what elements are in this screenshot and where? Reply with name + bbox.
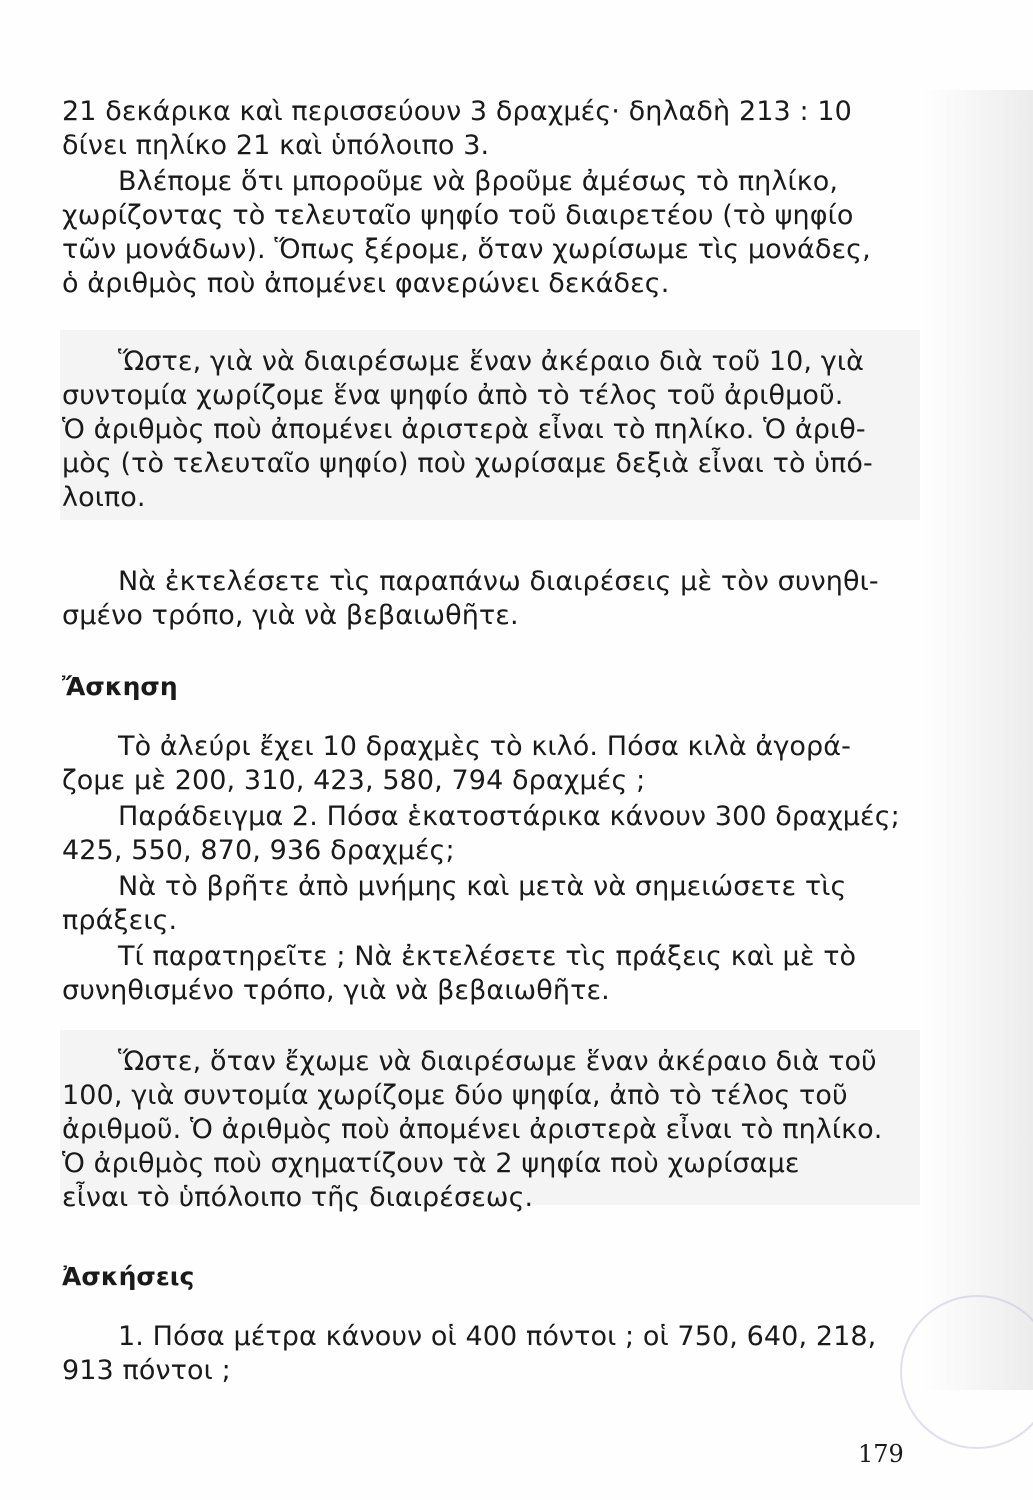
text-line: Ὁ ἀριθμὸς ποὺ ἀπομένει ἀριστερὰ εἶναι τὸ πηλίκο. Ὁ ἀριθ-	[62, 414, 866, 445]
text-line: συντομία χωρίζομε ἕνα ψηφίο ἀπὸ τὸ τέλος τοῦ ἀριθμοῦ.	[62, 380, 844, 411]
page-number: 179	[858, 1440, 904, 1468]
paragraph-1	[62, 95, 912, 163]
text-line: ὁ ἀριθμὸς ποὺ ἀπομένει φανερώνει δεκάδες.	[62, 268, 670, 299]
text-line: Τὸ ἀλεύρι ἔχει 10 δραχμὲς τὸ κιλό. Πόσα κιλὰ ἀγορά-	[118, 731, 852, 762]
text-line: Βλέπομε ὅτι μποροῦμε νὰ βροῦμε ἀμέσως τὸ πηλίκο,	[118, 166, 839, 197]
paragraph-example-2	[62, 800, 912, 868]
text-line: Νὰ ἐκτελέσετε τὶς παραπάνω διαιρέσεις μὲ τὸν συνηθι-	[118, 566, 879, 597]
text-line: λοιπο.	[62, 482, 146, 513]
paragraph-7	[62, 870, 912, 938]
paragraph-2	[62, 165, 912, 301]
paragraph-4	[62, 565, 912, 633]
text-line: σμένο τρόπο, γιὰ νὰ βεβαιωθῆτε.	[62, 600, 519, 631]
text-line: 21 δεκάρικα καὶ περισσεύουν 3 δραχμές· δηλαδὴ 213 : 10	[62, 96, 852, 127]
text-line: Τί παρατηρεῖτε ; Νὰ ἐκτελέσετε τὶς πράξεις καὶ μὲ τὸ	[118, 941, 857, 972]
text-line: 913 πόντοι ;	[62, 1355, 231, 1386]
text-line: Ὥστε, ὅταν ἔχωμε νὰ διαιρέσωμε ἕναν ἀκέραιο διὰ τοῦ	[118, 1046, 877, 1077]
text-line: 100, γιὰ συντομία χωρίζομε δύο ψηφία, ἀπὸ τὸ τέλος τοῦ	[62, 1080, 848, 1111]
text-line: 425, 550, 870, 936 δραχμές;	[62, 835, 455, 866]
text-line: χωρίζοντας τὸ τελευταῖο ψηφίο τοῦ διαιρετέου (τὸ ψηφίο	[62, 200, 854, 231]
text-line: ζομε μὲ 200, 310, 423, 580, 794 δραχμές ;	[62, 765, 646, 796]
text-line: πράξεις.	[62, 905, 178, 936]
text-line: Ὁ ἀριθμὸς ποὺ σχηματίζουν τὰ 2 ψηφία ποὺ χωρίσαμε	[62, 1148, 800, 1179]
text-line: 1. Πόσα μέτρα κάνουν οἱ 400 πόντοι ; οἱ 750, 640, 218,	[118, 1321, 877, 1352]
text-line: τῶν μονάδων). Ὅπως ξέρομε, ὅταν χωρίσωμε τὶς μονάδες,	[62, 234, 871, 265]
text-line: ἀριθμοῦ. Ὁ ἀριθμὸς ποὺ ἀπομένει ἀριστερὰ εἶναι τὸ πηλίκο.	[62, 1114, 883, 1145]
paragraph-rule-100	[62, 1045, 912, 1215]
text-line: μὸς (τὸ τελευταῖο ψηφίο) ποὺ χωρίσαμε δεξιὰ εἶναι τὸ ὑπό-	[62, 448, 873, 479]
text-line: Ὥστε, γιὰ νὰ διαιρέσωμε ἕναν ἀκέραιο διὰ τοῦ 10, γιὰ	[118, 346, 864, 377]
paragraph-rule-10	[62, 345, 912, 515]
text-line: Παράδειγμα 2. Πόσα ἑκατοστάρικα κάνουν 300 δραχμές;	[118, 801, 900, 832]
text-line: εἶναι τὸ ὑπόλοιπο τῆς διαιρέσεως.	[62, 1182, 534, 1213]
text-line: Νὰ τὸ βρῆτε ἀπὸ μνήμης καὶ μετὰ νὰ σημειώσετε τὶς	[118, 871, 847, 902]
exercises-heading: Ἀσκήσεις	[62, 1262, 195, 1291]
show-through-shadow	[920, 90, 1033, 1390]
paragraph-10	[62, 1320, 912, 1388]
exercise-heading: Ἄσκηση	[62, 672, 178, 701]
text-line: δίνει πηλίκο 21 καὶ ὑπόλοιπο 3.	[62, 130, 490, 161]
paragraph-5	[62, 730, 912, 798]
paragraph-8	[62, 940, 912, 1008]
text-line: συνηθισμένο τρόπο, γιὰ νὰ βεβαιωθῆτε.	[62, 975, 610, 1006]
